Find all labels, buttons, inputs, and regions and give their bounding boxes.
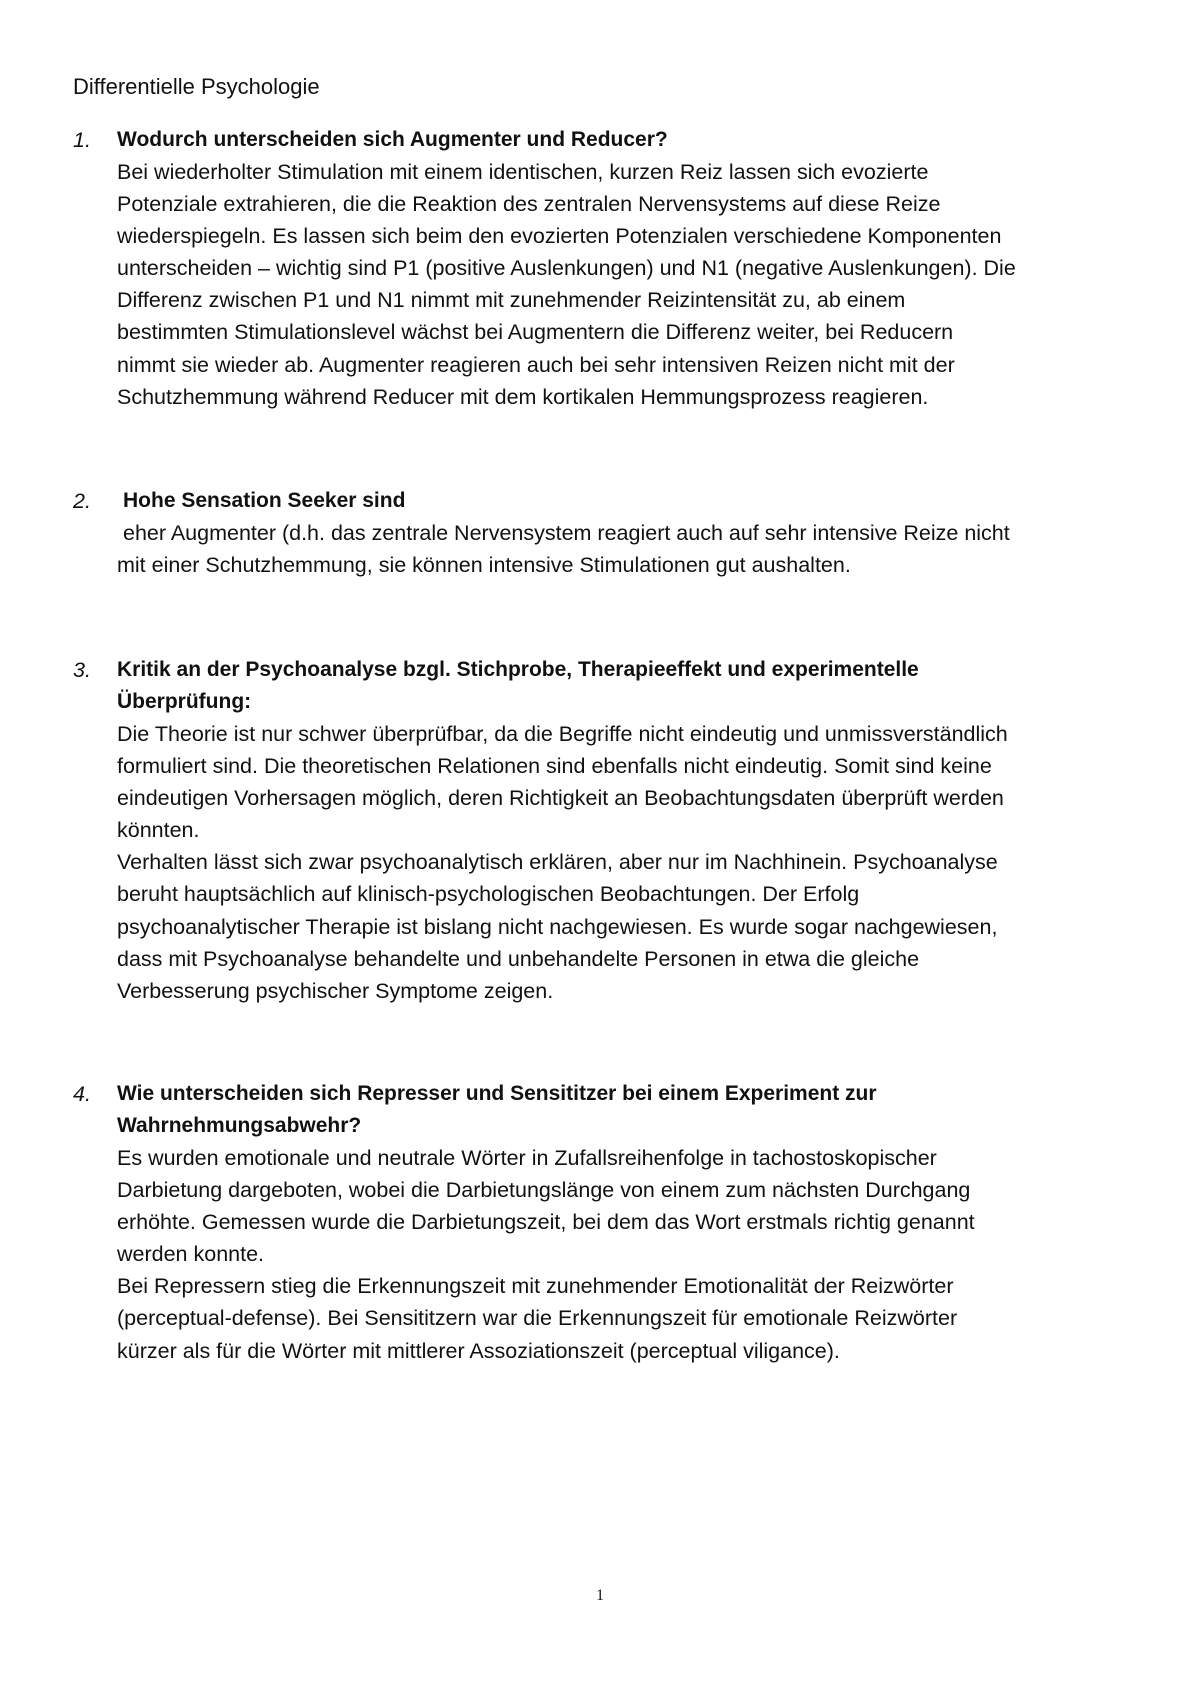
answer-line: wiederspiegeln. Es lassen sich beim den evozierten Potenzialen verschiedene Komponenten (117, 224, 1002, 249)
answer-line: Darbietung dargeboten, wobei die Darbietungslänge von einem zum nächsten Durchgang (117, 1178, 971, 1203)
question-heading: Hohe Sensation Seeker sind (123, 489, 406, 512)
answer-line: werden konnte. (117, 1242, 265, 1267)
question-body (117, 654, 1117, 1007)
answer-line: eher Augmenter (d.h. das zentrale Nervensystem reagiert auch auf sehr intensive Reize nicht (123, 521, 1010, 545)
answer-line: Bei wiederholter Stimulation mit einem identischen, kurzen Reiz lassen sich evozierte (117, 160, 929, 184)
answer-line: Verbesserung psychischer Symptome zeigen. (117, 978, 554, 1003)
question-4 (73, 1078, 1143, 1367)
answer-line: könnten. (117, 818, 200, 843)
question-heading: Wahrnehmungsabwehr? (117, 1114, 362, 1137)
question-number: 4. (73, 1082, 91, 1106)
answer-line: Differenz zwischen P1 und N1 nimmt mit zunehmender Reizintensität zu, ab einem (117, 288, 906, 313)
answer-line: eindeutigen Vorhersagen möglich, deren Richtigkeit an Beobachtungsdaten überprüft werden (117, 786, 1004, 811)
answer-line: unterscheiden – wichtig sind P1 (positive Auslenkungen) und N1 (negative Auslenkungen). Die (117, 256, 1016, 281)
question-heading: Wie unterscheiden sich Represser und Sensititzer bei einem Experiment zur (117, 1082, 877, 1105)
answer-line: Es wurden emotionale und neutrale Wörter in Zufallsreihenfolge in tachostoskopischer (117, 1146, 937, 1170)
question-number: 3. (73, 658, 91, 682)
question-number: 1. (73, 128, 91, 152)
answer-line: Bei Repressern stieg die Erkennungszeit mit zunehmender Emotionalität der Reizwörter (117, 1274, 954, 1299)
answer-line: kürzer als für die Wörter mit mittlerer Assoziationszeit (perceptual viligance). (117, 1338, 840, 1363)
answer-line: Potenziale extrahieren, die die Reaktion des zentralen Nervensystems auf diese Reize (117, 192, 941, 217)
question-number: 2. (73, 489, 91, 513)
question-body (117, 124, 1117, 413)
question-body (117, 485, 1117, 581)
answer-line: bestimmten Stimulationslevel wächst bei Augmentern die Differenz weiter, bei Reducern (117, 320, 954, 345)
answer-line: (perceptual-defense). Bei Sensititzern war die Erkennungszeit für emotionale Reizwörter (117, 1306, 958, 1331)
answer-line: formuliert sind. Die theoretischen Relationen sind ebenfalls nicht eindeutig. Somit sind keine (117, 754, 992, 779)
question-heading: Kritik an der Psychoanalyse bzgl. Stichprobe, Therapieeffekt und experimentelle (117, 658, 919, 681)
answer-line: Die Theorie ist nur schwer überprüfbar, da die Begriffe nicht eindeutig und unmissverständlich (117, 722, 1008, 746)
answer-line: erhöhte. Gemessen wurde die Darbietungszeit, bei dem das Wort erstmals richtig genannt (117, 1210, 975, 1235)
question-heading: Wodurch unterscheiden sich Augmenter und Reducer? (117, 128, 668, 151)
question-3 (73, 654, 1143, 1007)
answer-line: nimmt sie wieder ab. Augmenter reagieren auch bei sehr intensiven Reizen nicht mit der (117, 352, 955, 377)
answer-line: dass mit Psychoanalyse behandelte und unbehandelte Personen in etwa die gleiche (117, 946, 920, 971)
question-heading: Überprüfung: (117, 690, 252, 713)
question-body (117, 1078, 1117, 1367)
answer-line: psychoanalytischer Therapie ist bislang nicht nachgewiesen. Es wurde sogar nachgewiesen, (117, 914, 998, 939)
answer-line: Verhalten lässt sich zwar psychoanalytisch erklären, aber nur im Nachhinein. Psychoanalyse (117, 850, 998, 875)
answer-line: mit einer Schutzhemmung, sie können intensive Stimulationen gut aushalten. (117, 553, 851, 578)
answer-line: Schutzhemmung während Reducer mit dem kortikalen Hemmungsprozess reagieren. (117, 384, 929, 409)
answer-line: beruht hauptsächlich auf klinisch-psychologischen Beobachtungen. Der Erfolg (117, 882, 860, 907)
question-2 (73, 485, 1143, 581)
question-1 (73, 124, 1143, 413)
page-number: 1 (596, 1587, 604, 1604)
document-title: Differentielle Psychologie (73, 74, 320, 99)
